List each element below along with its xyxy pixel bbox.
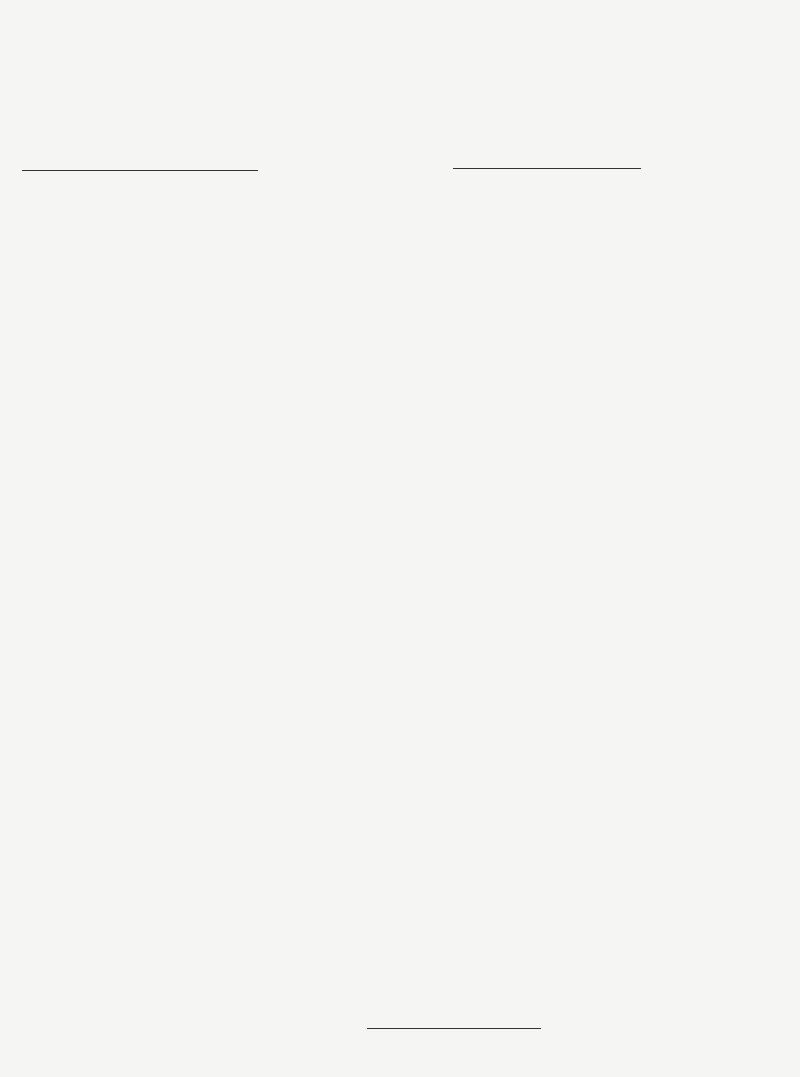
footer-date-line [367, 1015, 541, 1033]
footer-month-blank [399, 1028, 541, 1029]
footer-day-blank [367, 1028, 399, 1029]
